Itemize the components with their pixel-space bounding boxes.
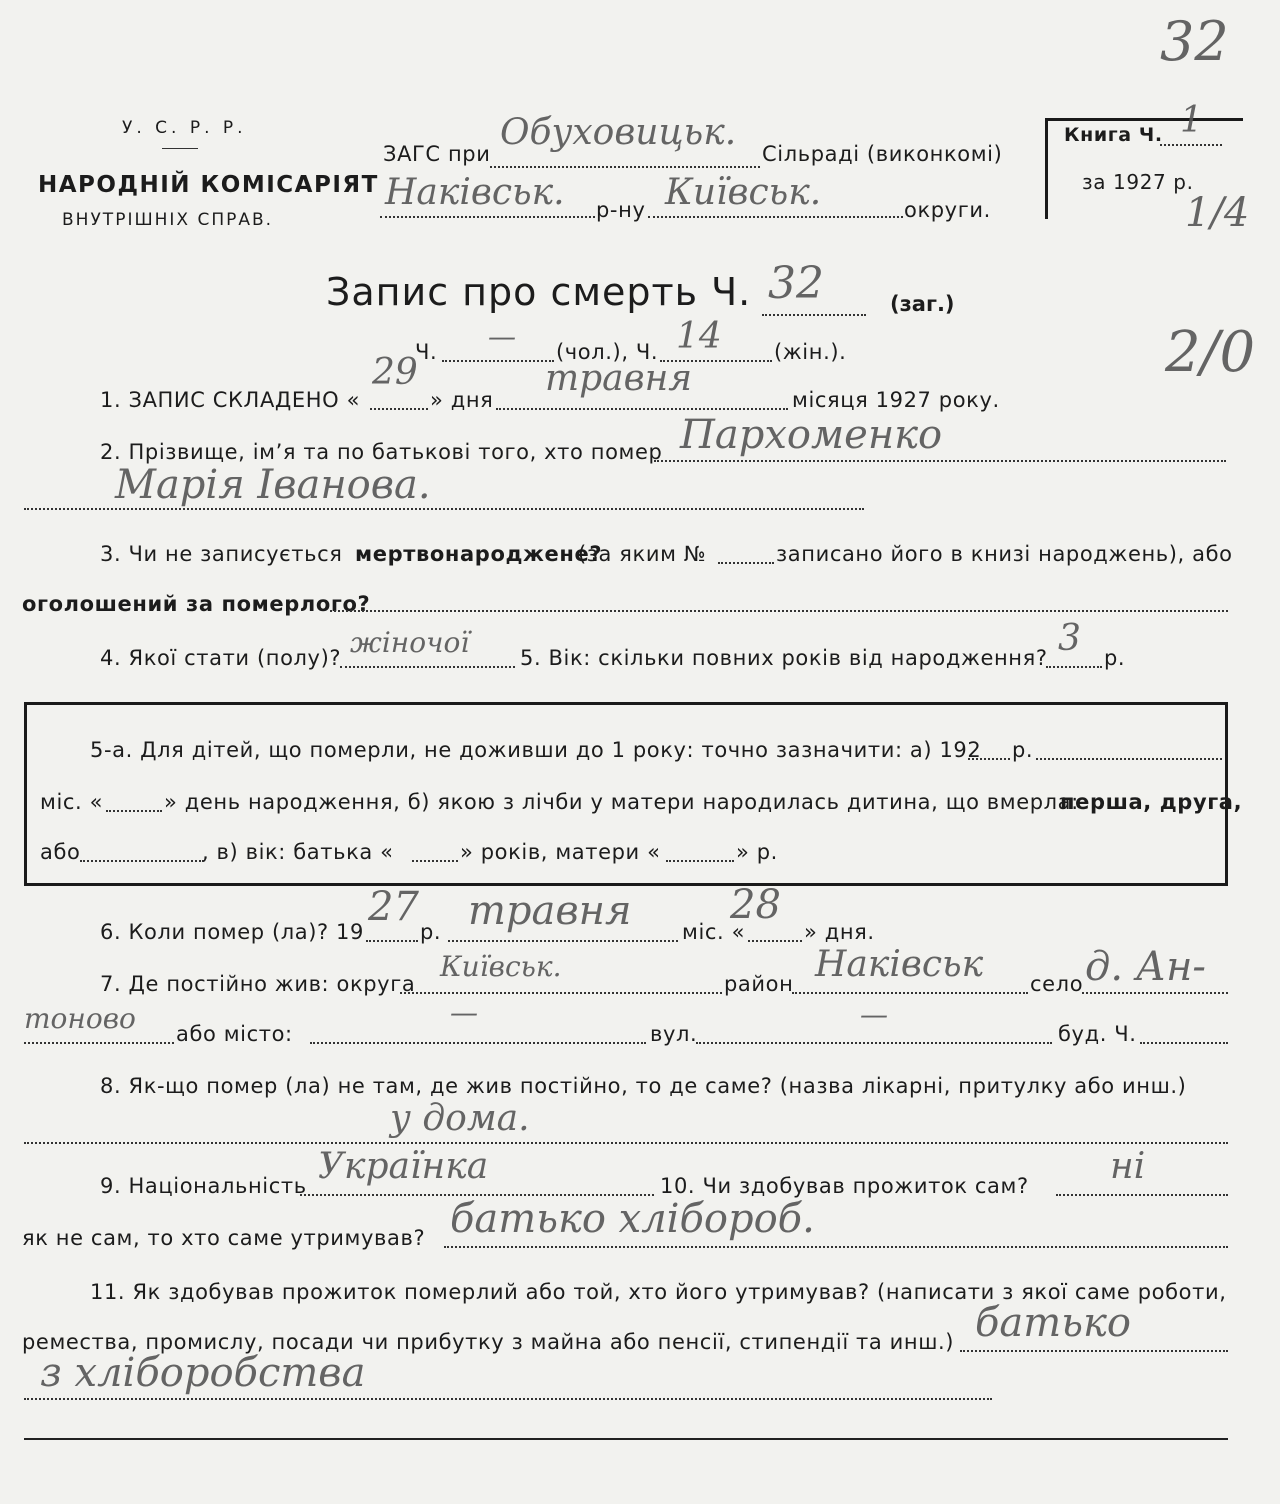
male-suffix: (чол.), Ч. [556,340,659,364]
record-title: Запис про смерть Ч. [326,270,752,314]
field-5-handwriting: 3 [1058,618,1081,659]
field-5a-line-3-b: , в) вік: батька « [202,840,394,864]
field-7-rayon-line [792,992,1028,994]
field-5-end: р. [1104,646,1126,670]
field-9-label: 9. Національність [100,1174,307,1198]
field-6-r: р. [420,920,442,944]
field-6-month-handwriting: травня [468,888,632,934]
okruha-line [648,216,903,218]
field-4-handwriting: жіночої [350,626,470,659]
margin-note-side-1: 1/4 [1185,190,1250,236]
male-label: Ч. [415,340,438,364]
field-11-label: 11. Як здобував прожиток померлий або той, хто його утримував? (написати з якої саме роботи, [90,1280,1227,1304]
field-7-selo-label: село [1030,972,1084,996]
field-1-day-line [370,408,428,410]
field-5a-line-2-b: » день народження, б) якою з лічби у матери народилась дитина, що вмерла: [164,790,1079,814]
field-5a-line-1-end: р. [1012,738,1034,762]
field-10-handwriting: ні [1110,1146,1146,1187]
field-7-bud-line [1140,1042,1228,1044]
margin-note-top: 32 [1160,10,1229,73]
field-7-okruha-handwriting: Київськ. [440,950,562,983]
field-11-line-2: ремества, промислу, посади чи прибутку з майна або пенсії, стипендії та инш.) [22,1330,955,1354]
field-7-vul-label: вул. [650,1022,698,1046]
field-7-misto-label: або місто: [176,1022,293,1046]
field-7-selo-handwriting: д. Ан- [1085,944,1206,990]
field-7-misto-line [310,1042,646,1044]
commissariat-title: НАРОДНІЙ КОМІСАРІЯТ [38,172,379,198]
field-6-year-line [366,940,418,942]
female-handwriting: 14 [676,316,722,357]
field-6-day-line [748,940,802,942]
field-4-label: 4. Якої стати (полу)? [100,646,342,670]
field-6-end: » дня. [804,920,875,944]
book-label: Книга Ч. [1064,124,1163,146]
field-2-name-handwriting: Марія Іванова. [115,462,431,508]
book-year: за 1927 р. [1082,170,1194,194]
okruha-handwriting: Київськ. [665,172,822,213]
record-number-line [762,314,866,316]
district-handwriting: Наківськ. [385,172,565,213]
field-4-line [340,666,515,668]
field-5a-father-line [412,860,458,862]
field-1-day-handwriting: 29 [372,352,418,393]
field-6-day-handwriting: 28 [730,882,781,928]
field-8-handwriting: у дома. [390,1098,530,1139]
field-7-rayon-handwriting: Наківськ [815,944,984,985]
department-label: ВНУТРІШНІХ СПРАВ. [62,210,274,230]
field-6-mis: міс. « [682,920,746,944]
record-suffix: (заг.) [890,292,955,316]
field-10b-handwriting: батько хлібороб. [450,1196,815,1242]
field-7-vul-line [696,1042,1052,1044]
field-7-bud-label: буд. Ч. [1058,1022,1137,1046]
field-11-line-3 [24,1398,992,1400]
field-3-mid: (за яким № [578,542,707,566]
field-3-end: записано його в книзі народжень), або [776,542,1233,566]
field-9-handwriting: Українка [318,1146,489,1187]
field-8-label: 8. Як-що помер (ла) не там, де жив постійно, то де саме? (назва лікарні, притулку або инш.) [100,1074,1187,1098]
field-3-declared: оголошений за померлого? [22,592,371,616]
field-3-label: 3. Чи не записується [100,542,343,566]
republic-label: У. С. Р. Р. [122,118,247,138]
field-5a-year-line [968,758,1010,760]
field-7-selo-line-2 [24,1042,174,1044]
field-5a-line-2-a: міс. « [40,790,104,814]
field-5-label: 5. Вік: скільки повних років від народження? [520,646,1048,670]
field-11-handwriting: батько [975,1300,1131,1346]
field-1-label: 1. ЗАПИС СКЛАДЕНО « [100,388,361,412]
district-line [380,216,595,218]
field-5a-line-3-c: » років, матери « [460,840,661,864]
field-5a-line-3-d: » р. [736,840,778,864]
field-8-line [24,1142,1228,1144]
header-divider [162,148,198,149]
field-7-misto-handwriting: — [450,996,478,1029]
field-1-end: місяця 1927 року. [792,388,1000,412]
field-6-label: 6. Коли помер (ла)? 19 [100,920,364,944]
field-10b-line [444,1246,1228,1248]
council-label: Сільраді (виконкомі) [762,142,1003,166]
field-3-stillborn: мертвонароджене? [355,542,603,566]
field-7-label: 7. Де постійно жив: округа [100,972,416,996]
field-10-line [1056,1194,1228,1196]
field-3-line-2 [330,610,1228,612]
margin-note-side-2: 2/0 [1165,320,1256,385]
field-10-label: 10. Чи здобував прожиток сам? [660,1174,1029,1198]
field-1-month-handwriting: травня [545,358,693,399]
zags-line [490,166,760,168]
field-11-line-2-dots [960,1350,1228,1352]
book-number-handwriting: 1 [1180,100,1203,141]
field-3-number-line [718,562,774,564]
field-7-selo-handwriting-2: тоново [24,1002,136,1035]
field-6-month-line [448,940,678,942]
field-1-mid: » дня [430,388,494,412]
field-6-year-handwriting: 27 [368,884,419,930]
field-2-line-2 [24,508,864,510]
female-suffix: (жін.). [774,340,847,364]
field-5a-line-2-bold: перша, друга, [1060,790,1243,814]
field-2-surname-handwriting: Пархоменко [680,412,943,458]
field-2-line-1 [654,460,1226,462]
zags-label: ЗАГС при [383,142,491,166]
field-5a-mother-line [666,860,734,862]
field-5a-day-line [106,810,162,812]
okruha-label: округи. [904,198,991,222]
bottom-rule [24,1438,1228,1440]
field-5a-line-1: 5-а. Для дітей, що померли, не доживши до 1 року: точно зазначити: а) 192 [90,738,982,762]
field-5a-order-line [80,860,204,862]
zags-handwriting: Обуховицьк. [500,112,737,153]
record-number-handwriting: 32 [768,258,824,309]
field-5a-month-line [1036,758,1222,760]
field-10b-label: як не сам, то хто саме утримував? [22,1226,426,1250]
field-2-label: 2. Прізвище, ім’я та по батькові того, хто помер [100,440,663,464]
field-5a-line-3-a: або [40,840,81,864]
field-7-rayon-label: район [724,972,794,996]
district-label: р-ну [596,198,646,222]
field-7-okruha-line [400,992,722,994]
field-7-selo-line [1082,992,1228,994]
field-7-vul-handwriting: — [860,998,888,1031]
book-line [1160,144,1222,146]
field-11-handwriting-2: з хліборобства [40,1350,366,1396]
male-handwriting: — [488,320,516,353]
field-5-line [1046,666,1102,668]
field-1-month-line [496,408,788,410]
male-line [442,360,554,362]
